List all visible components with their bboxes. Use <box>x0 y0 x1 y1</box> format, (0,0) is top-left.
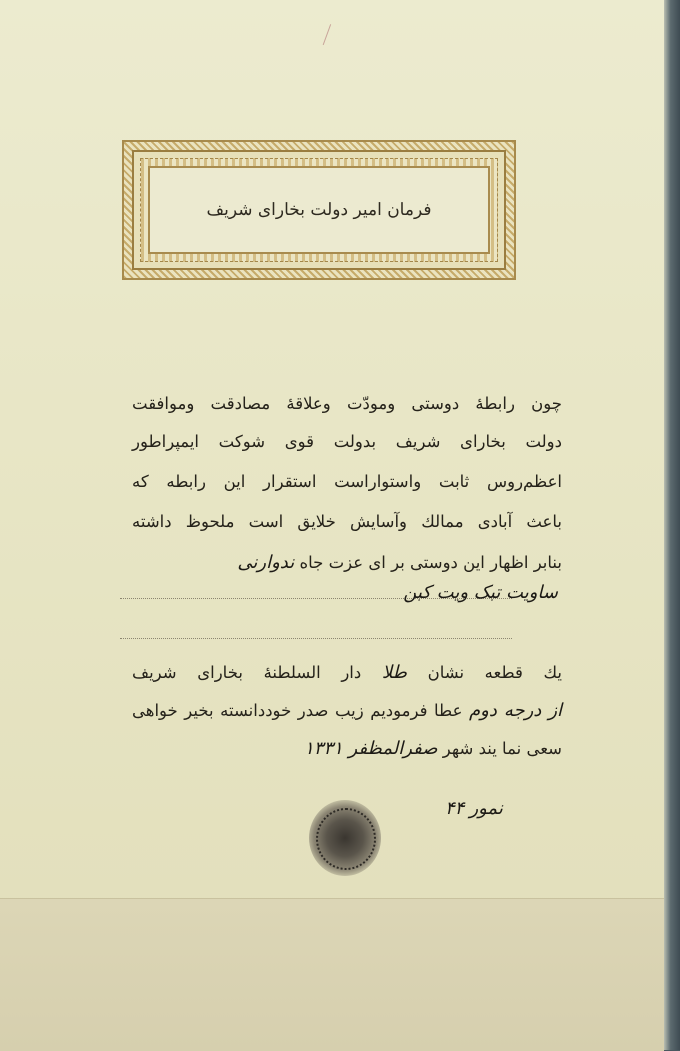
body-line-5 <box>132 552 562 573</box>
award-line-1-start: یك قطعه نشان <box>427 663 562 682</box>
handwritten-name-line <box>358 582 558 603</box>
document-number <box>445 798 503 819</box>
paper-lower-fold <box>0 898 664 1051</box>
award-line-1-end: دار السلطنهٔ بخارای شریف <box>132 663 362 682</box>
seal-stamp <box>309 800 381 876</box>
award-line-1 <box>132 662 562 683</box>
number-label: نمور <box>469 798 503 819</box>
handwritten-name-2: ساویت تبک ویت کبن <box>403 582 558 603</box>
award-date: صفرالمظفر ۱۳۳۱ <box>304 738 438 759</box>
body-line-2: دولت بخارای شریف بدولت قوی شوکت ایمپراطور <box>132 432 562 451</box>
body-line-5-text: بنابر اظهار این دوستی بر ای عزت جاه <box>299 553 562 572</box>
handwritten-name-1: ندوارنی <box>237 552 295 573</box>
award-degree: از درجه دوم <box>468 700 563 721</box>
body-line-1: چون رابطهٔ دوستی ومودّت وعلاقهٔ مصادقت وموافقت <box>132 394 562 413</box>
award-metal: طلا <box>381 662 407 683</box>
award-line-2-end: عطا فرمودیم زیب صدر خوددانسته بخیر خواهی <box>132 701 463 720</box>
number-value: ۴۴ <box>445 798 465 819</box>
title-frame <box>122 140 516 280</box>
scan-edge <box>664 0 680 1050</box>
body-line-4: باعث آبادی ممالك وآسایش خلایق است ملحوظ داشته <box>132 512 562 531</box>
award-line-3 <box>304 738 562 759</box>
body-line-3: اعظم‌روس ثابت واستواراست استقرار این رابطه که <box>132 472 562 491</box>
document-title: فرمان امیر دولت بخارای شریف <box>206 200 432 220</box>
award-line-3-start: سعی نما یند شهر <box>442 739 562 758</box>
award-line-2 <box>132 700 562 721</box>
dotted-separator <box>120 638 512 639</box>
